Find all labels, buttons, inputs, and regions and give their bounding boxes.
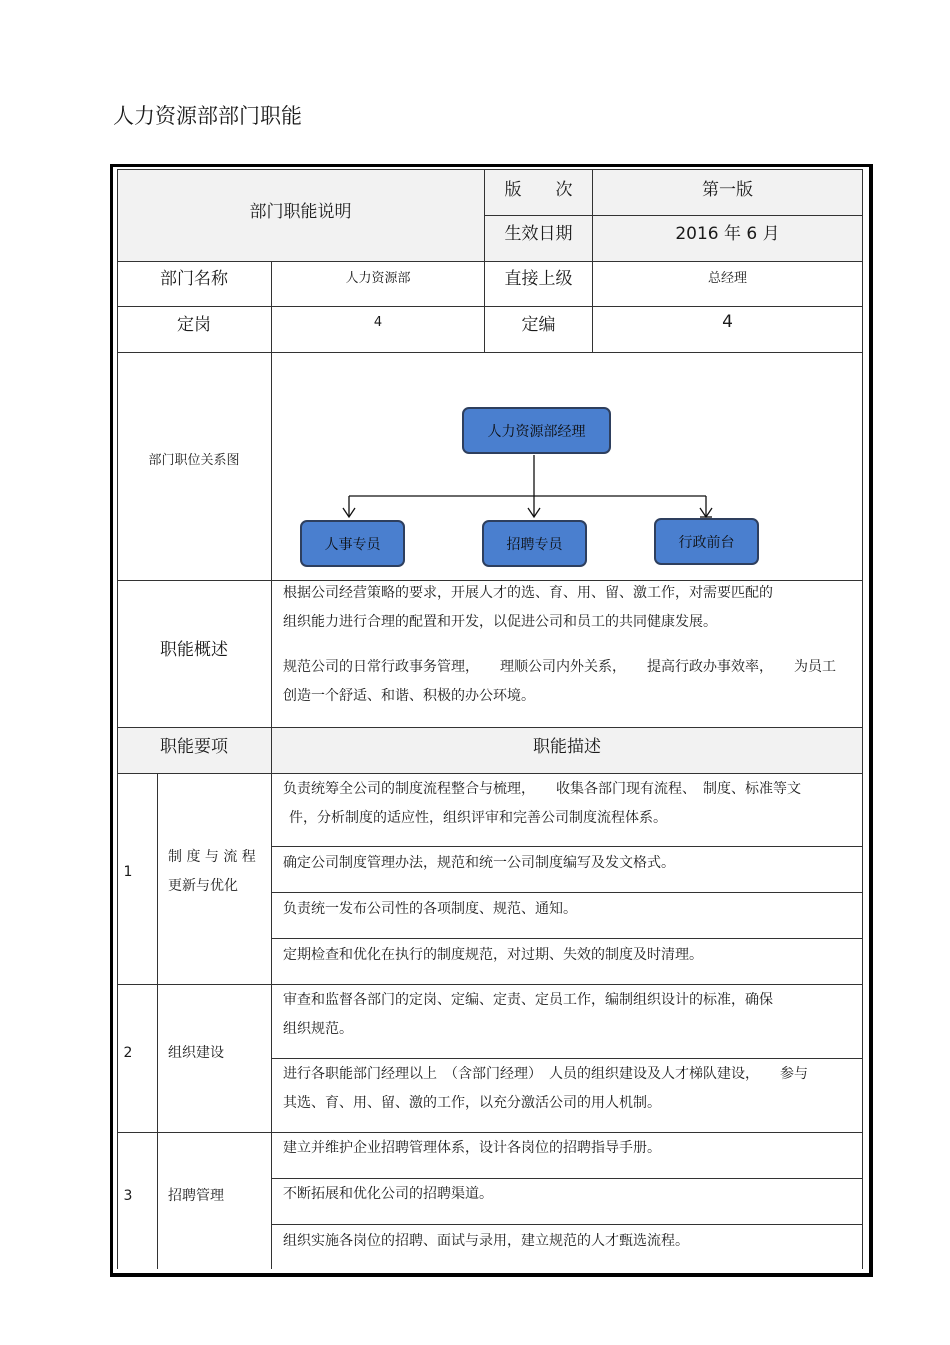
duties-item-header: 职能要项: [160, 736, 228, 757]
duty-desc-line: 负责统筹全公司的制度流程整合与梳理， 收集各部门现有流程、 制度、标准等文: [283, 781, 801, 797]
dept-name-label: 部门名称: [160, 268, 228, 289]
overview-line: 创造一个舒适、和谐、积极的办公环境。: [283, 688, 535, 704]
duty-number: 2: [123, 1045, 133, 1061]
duty-desc-line: 其选、育、用、留、激的工作，以充分激活公司的用人机制。: [283, 1095, 661, 1111]
overview-label: 职能概述: [160, 640, 228, 660]
duty-desc-line: 定期检查和优化在执行的制度规范，对过期、失效的制度及时清理。: [283, 947, 703, 963]
duty-desc-line: 建立并维护企业招聘管理体系，设计各岗位的招聘指导手册。: [283, 1140, 661, 1156]
duty-desc-line: 进行各职能部门经理以上 （含部门经理） 人员的组织建设及人才梯队建设， 参与: [283, 1066, 808, 1082]
org-box-child: 人事专员: [300, 520, 405, 567]
duty-desc-line: 件，分析制度的适应性，组织评审和完善公司制度流程体系。: [289, 810, 667, 826]
version-value: 第一版: [702, 179, 753, 200]
page-title: 人力资源部部门职能: [113, 104, 302, 128]
effective-date-label: 生效日期: [504, 223, 573, 244]
duty-name-line: 招聘管理: [168, 1188, 224, 1204]
duty-desc-line: 组织规范。: [283, 1021, 353, 1037]
org-chart-label: 部门职位关系图: [148, 452, 240, 468]
superior-value: 总经理: [707, 270, 747, 286]
doc-title-label: 部门职能说明: [249, 201, 352, 222]
org-box-manager: 人力资源部经理: [462, 407, 611, 454]
duty-number: 1: [123, 864, 133, 880]
overview-line: 根据公司经营策略的要求，开展人才的选、育、用、留、激工作，对需要匹配的: [283, 585, 773, 601]
duty-desc-line: 审查和监督各部门的定岗、定编、定责、定员工作，编制组织设计的标准，确保: [283, 992, 773, 1008]
duties-desc-header: 职能描述: [533, 736, 601, 757]
version-label: 版 次: [504, 179, 573, 200]
superior-label: 直接上级: [504, 268, 573, 289]
duty-name-line: 组织建设: [168, 1045, 224, 1061]
function-table: [110, 164, 873, 1277]
org-box-child: 行政前台: [654, 518, 759, 565]
overview-line: 组织能力进行合理的配置和开发，以促进公司和员工的共同健康发展。: [283, 614, 717, 630]
staff-value: 4: [722, 312, 733, 332]
org-box-child: 招聘专员: [482, 520, 587, 567]
duty-number: 3: [123, 1188, 133, 1204]
posts-label: 定岗: [177, 314, 211, 335]
duty-desc-line: 不断拓展和优化公司的招聘渠道。: [283, 1186, 493, 1202]
duty-desc-line: 组织实施各岗位的招聘、面试与录用，建立规范的人才甄选流程。: [283, 1233, 689, 1249]
duty-desc-line: 确定公司制度管理办法，规范和统一公司制度编写及发文格式。: [283, 855, 675, 871]
dept-name-value: 人力资源部: [345, 270, 411, 286]
posts-value: 4: [373, 314, 383, 330]
duty-name-line: 更新与优化: [168, 878, 238, 894]
effective-date-value: 2016 年 6 月: [675, 223, 780, 244]
duty-name-line: 制 度 与 流 程: [168, 849, 256, 865]
overview-line: 规范公司的日常行政事务管理， 理顺公司内外关系， 提高行政办事效率， 为员工: [283, 659, 836, 675]
staff-label: 定编: [521, 314, 556, 335]
duty-desc-line: 负责统一发布公司性的各项制度、规范、通知。: [283, 901, 577, 917]
